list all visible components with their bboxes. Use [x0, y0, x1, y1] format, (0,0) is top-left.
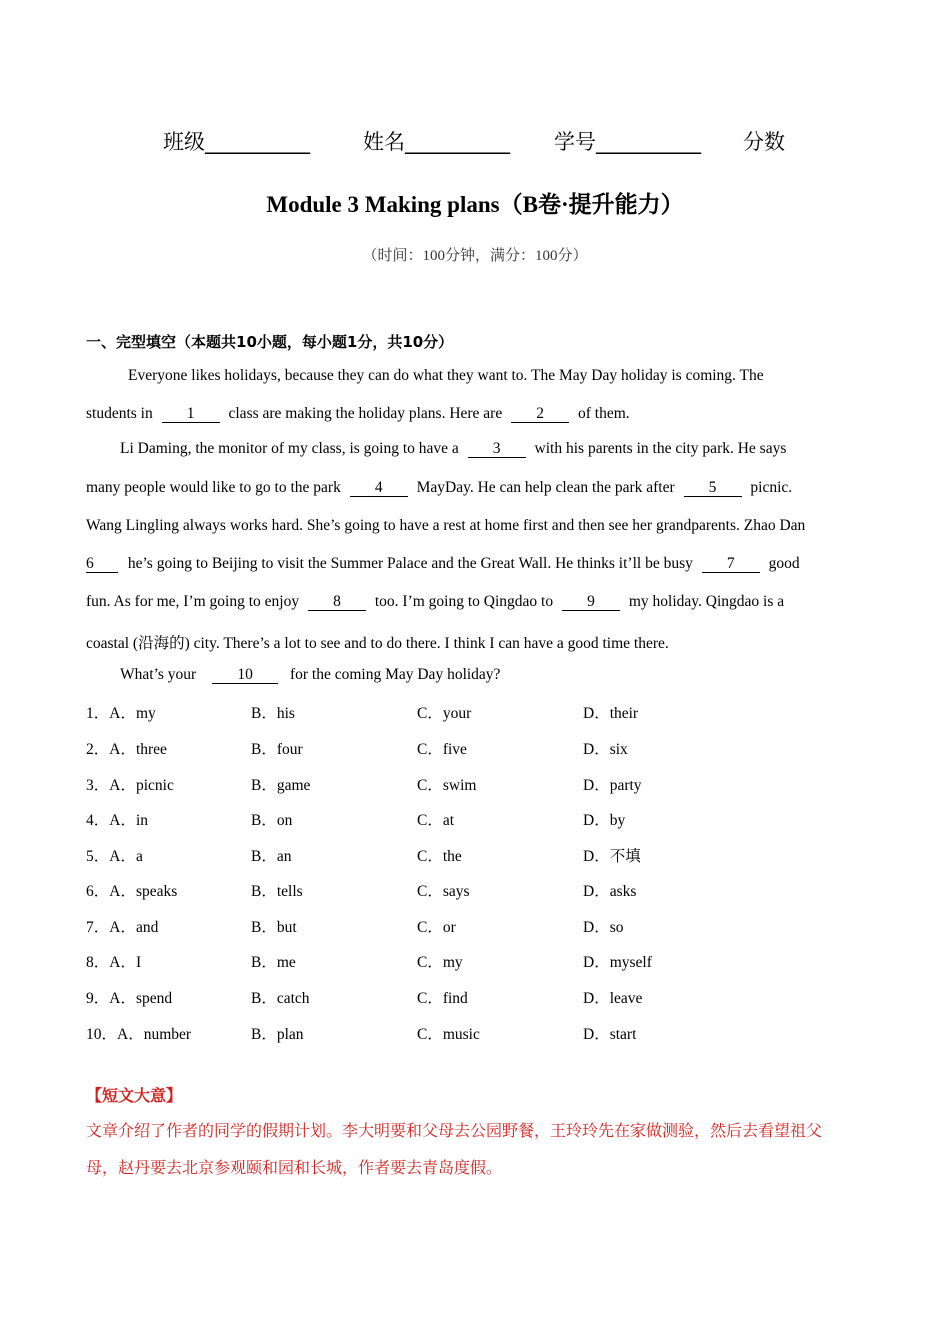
question-10: 10．A．number	[86, 1026, 192, 1043]
blank-9: 9	[562, 593, 620, 611]
option-d: D．asks	[583, 883, 637, 900]
passage-line-9: What’s your 10 for the coming May Day holiday?	[120, 666, 501, 683]
passage-line-1: Everyone likes holidays, because they can do what they want to. The May Day holiday is coming. The	[128, 367, 764, 384]
option-c: C．my	[417, 954, 463, 971]
student-number-field	[554, 126, 701, 156]
passage-line-7: fun. As for me, I’m going to enjoy 8 too. I’m going to Qingdao to 9 my holiday. Qingdao is a	[86, 593, 785, 610]
option-d: D．leave	[583, 990, 643, 1007]
name-label: 姓名	[363, 130, 405, 154]
summary-heading: 【短文大意】	[86, 1086, 183, 1105]
option-d: D．myself	[583, 954, 652, 971]
option-d: D．so	[583, 919, 624, 936]
blank-2: 2	[511, 405, 569, 423]
option-b: B．plan	[251, 1026, 304, 1043]
option-c: C．five	[417, 741, 467, 758]
option-b: B．on	[251, 812, 293, 829]
blank-6: 6	[86, 555, 118, 573]
option-c: C．your	[417, 705, 472, 722]
blank-10: 10	[212, 666, 278, 684]
class-label: 班级	[163, 130, 205, 154]
passage-line-8: coastal (沿海的) city. There’s a lot to see and to do there. I think I can have a good time there.	[86, 635, 669, 652]
option-c: C．or	[417, 919, 456, 936]
question-5: 5．A．a	[86, 848, 143, 865]
option-b: B．catch	[251, 990, 310, 1007]
option-b: B．his	[251, 705, 295, 722]
option-c: C．music	[417, 1026, 480, 1043]
page-title: Module 3 Making plans（B卷·提升能力）	[266, 192, 684, 217]
section-title: 一、完型填空（本题共10小题，每小题1分，共10分）	[86, 333, 454, 351]
option-d: D．不填	[583, 848, 641, 865]
option-d: D．start	[583, 1026, 637, 1043]
option-d: D．six	[583, 741, 628, 758]
student-number-fill-line: __________	[596, 130, 701, 154]
option-b: B．game	[251, 777, 311, 794]
question-1: 1．A．my	[86, 705, 156, 722]
question-2: 2．A．three	[86, 741, 167, 758]
passage-line-2: students in 1 class are making the holiday plans. Here are 2 of them.	[86, 405, 630, 422]
class-fill-line: __________	[205, 130, 310, 154]
question-4: 4．A．in	[86, 812, 149, 829]
blank-7: 7	[702, 555, 760, 573]
option-c: C．swim	[417, 777, 477, 794]
summary-line-1: 文章介绍了作者的同学的假期计划。李大明要和父母去公园野餐，王玲玲先在家做测验，然后去看望祖父	[86, 1121, 823, 1140]
question-6: 6．A．speaks	[86, 883, 178, 900]
option-d: D．their	[583, 705, 639, 722]
passage-line-4: many people would like to go to the park 4 MayDay. He can help clean the park after 5 picnic.	[86, 479, 793, 496]
option-c: C．at	[417, 812, 455, 829]
blank-5: 5	[684, 479, 742, 497]
question-7: 7．A．and	[86, 919, 159, 936]
option-c: C．the	[417, 848, 462, 865]
option-d: D．by	[583, 812, 626, 829]
blank-8: 8	[308, 593, 366, 611]
option-b: B．an	[251, 848, 292, 865]
name-field	[363, 126, 510, 156]
passage-line-6: 6 he’s going to Beijing to visit the Summer Palace and the Great Wall. He thinks it’ll be busy 7 good	[86, 555, 800, 572]
question-8: 8．A．I	[86, 954, 142, 971]
score-field	[743, 126, 785, 156]
score-label: 分数	[743, 130, 785, 154]
passage-line-3: Li Daming, the monitor of my class, is going to have a 3 with his parents in the city park. He says	[120, 440, 787, 457]
exam-info: （时间：100分钟，满分：100分）	[362, 248, 588, 264]
blank-1: 1	[162, 405, 220, 423]
summary-line-2: 母，赵丹要去北京参观颐和园和长城，作者要去青岛度假。	[86, 1158, 503, 1177]
blank-4: 4	[350, 479, 408, 497]
question-3: 3．A．picnic	[86, 777, 174, 794]
option-b: B．tells	[251, 883, 303, 900]
option-c: C．says	[417, 883, 470, 900]
option-b: B．but	[251, 919, 297, 936]
option-d: D．party	[583, 777, 642, 794]
passage-line-5: Wang Lingling always works hard. She’s going to have a rest at home first and then see her grandparents. Zhao Dan	[86, 517, 806, 534]
class-field	[163, 126, 310, 156]
question-9: 9．A．spend	[86, 990, 173, 1007]
option-b: B．four	[251, 741, 303, 758]
student-number-label: 学号	[554, 130, 596, 154]
option-b: B．me	[251, 954, 296, 971]
blank-3: 3	[468, 440, 526, 458]
name-fill-line: __________	[405, 130, 510, 154]
option-c: C．find	[417, 990, 468, 1007]
